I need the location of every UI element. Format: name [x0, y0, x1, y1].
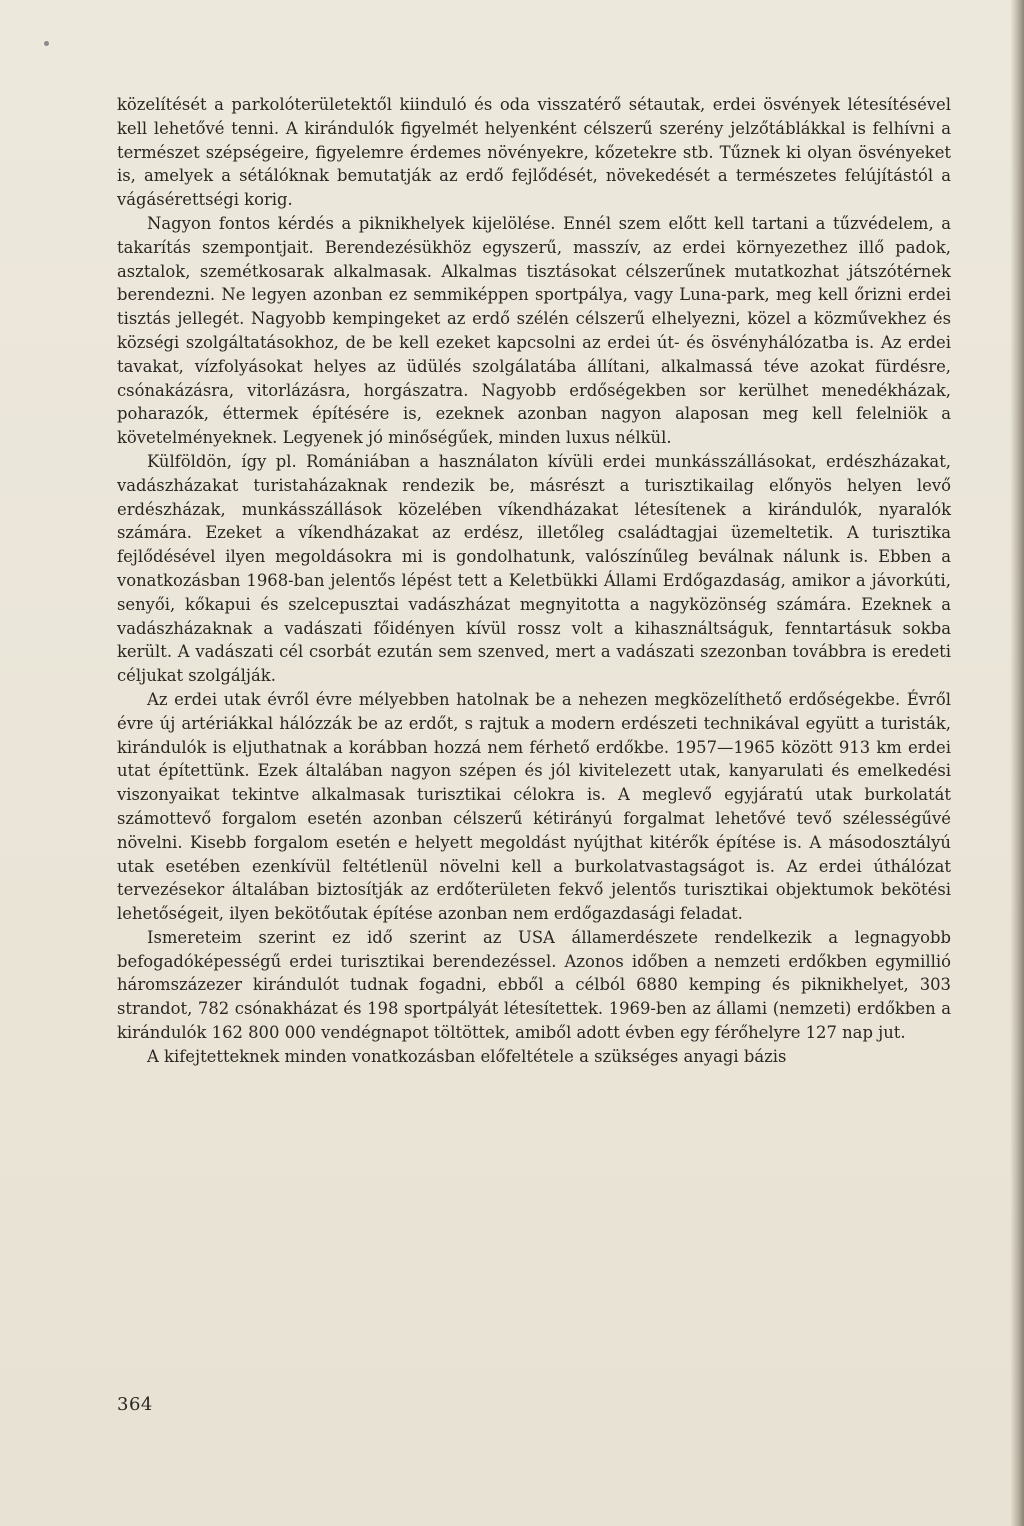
paper-speck [44, 41, 49, 46]
page-edge-shadow [1010, 0, 1024, 1526]
paragraph-3: Külföldön, így pl. Romániában a használaton kívüli erdei munkásszállásokat, erdészházakat, vadászházakat turistaházaknak rendezik be, másrészt a turisztikailag előnyös helyen levő erdészházak, munkásszállások közelében víkendházakat létesítenek a kirándulók, nyaralók számára. Ezeket a víkendházakat az erdész, illetőleg családtagjai üzemeltetik. A turisztika fejlődésével ilyen megoldásokra mi is gondolhatunk, valószínűleg beválnak nálunk is. Ebben a vonatkozásban 1968-ban jelentős lépést tett a Keletbükki Állami Erdőgazdaság, amikor a jávorkúti, senyői, kőkapui és szelcepusztai vadászházat megnyitotta a nagyközönség számára. Ezeknek a vadászházaknak a vadászati főidényen kívül rossz volt a kihasználtságuk, fenntartásuk sokba került. A vadászati cél csorbát ezután sem szenved, mert a vadászati szezonban továbbra is eredeti céljukat szolgálják. [117, 451, 951, 686]
paragraph-6: A kifejtetteknek minden vonatkozásban előfeltétele a szükséges anyagi bázis [147, 1046, 787, 1066]
paragraph-4: Az erdei utak évről évre mélyebben hatolnak be a nehezen megközelíthető erdőségekbe. Évről évre új artériákkal hálózzák be az erdőt, s rajtuk a modern erdészeti technikával együtt a turisták, kirándulók is eljuthatnak a korábban hozzá nem férhető erdőkbe. 1957—1965 között 913 km erdei utat építettünk. Ezek általában nagyon szépen és jól kivitelezett utak, kanyarulati és emelkedési viszonyaikat tekintve alkalmasak turisztikai célokra is. A meglevő egyjáratú utak burkolatát számottevő forgalom esetén azonban célszerű kétirányú forgalmat lehetővé tevő szélességűvé növelni. Kisebb forgalom esetén e helyett megoldást nyújthat kitérők építése is. A másodosztályú utak esetében ezenkívül feltétlenül növelni kell a burkolatvastagságot is. Az erdei úthálózat tervezésekor általában biztosítják az erdőterületen fekvő jelentős turisztikai objektumok bekötési lehetőségeit, ilyen bekötőutak építése azonban nem erdőgazdasági feladat. [117, 689, 951, 924]
page-number: 364 [117, 1394, 153, 1415]
body-text [117, 93, 951, 1069]
paragraph-1: közelítését a parkolóterületektől kiinduló és oda visszatérő sétautak, erdei ösvények létesítésével kell lehetővé tenni. A kirándulók figyelmét helyenként célszerű szerény jelzőtáblákkal is felhívni a természet szépségeire, figyelemre érdemes növényekre, kőzetekre stb. Tűznek ki olyan ösvényeket is, amelyek a sétálóknak bemutatják az erdő fejlődését, növekedését a természetes felújítástól a vágásérettségi korig. [117, 95, 951, 210]
paragraph-5: Ismereteim szerint ez idő szerint az USA államerdészete rendelkezik a legnagyobb befogadóképességű erdei turisztikai berendezéssel. Azonos időben a nemzeti erdőkben egymillió háromszázezer kirándulót tudnak fogadni, ebből a célból 6880 kemping és piknikhelyet, 303 strandot, 782 csónakházat és 198 sportpályát létesítettek. 1969-ben az állami (nemzeti) erdőkben a kirándulók 162 800 000 vendégnapot töltöttek, amiből adott évben egy férőhelyre 127 nap jut. [117, 927, 951, 1043]
paragraph-2: Nagyon fontos kérdés a piknikhelyek kijelölése. Ennél szem előtt kell tartani a tűzvédelem, a takarítás szempontjait. Berendezésükhöz egyszerű, masszív, az erdei környezethez illő padok, asztalok, szemétkosarak alkalmasak. Alkalmas tisztásokat célszerűnek mutatkozhat játszótérnek berendezni. Ne legyen azonban ez semmiképpen sportpálya, vagy Luna-park, meg kell őrizni erdei tisztás jellegét. Nagyobb kempingeket az erdő szélén célszerű elhelyezni, közel a közművekhez és községi szolgáltatásokhoz, de be kell ezeket kapcsolni az erdei út- és ösvényhálózatba is. Az erdei tavakat, vízfolyásokat helyes az üdülés szolgálatába állítani, alkalmassá téve azokat fürdésre, csónakázásra, vitorlázásra, horgászatra. Nagyobb erdőségekben sor kerülhet menedékházak, poharazók, éttermek építésére is, ezeknek azonban nagyon alaposan meg kell felelniök a követelményeknek. Legyenek jó minőségűek, minden luxus nélkül. [117, 213, 951, 448]
